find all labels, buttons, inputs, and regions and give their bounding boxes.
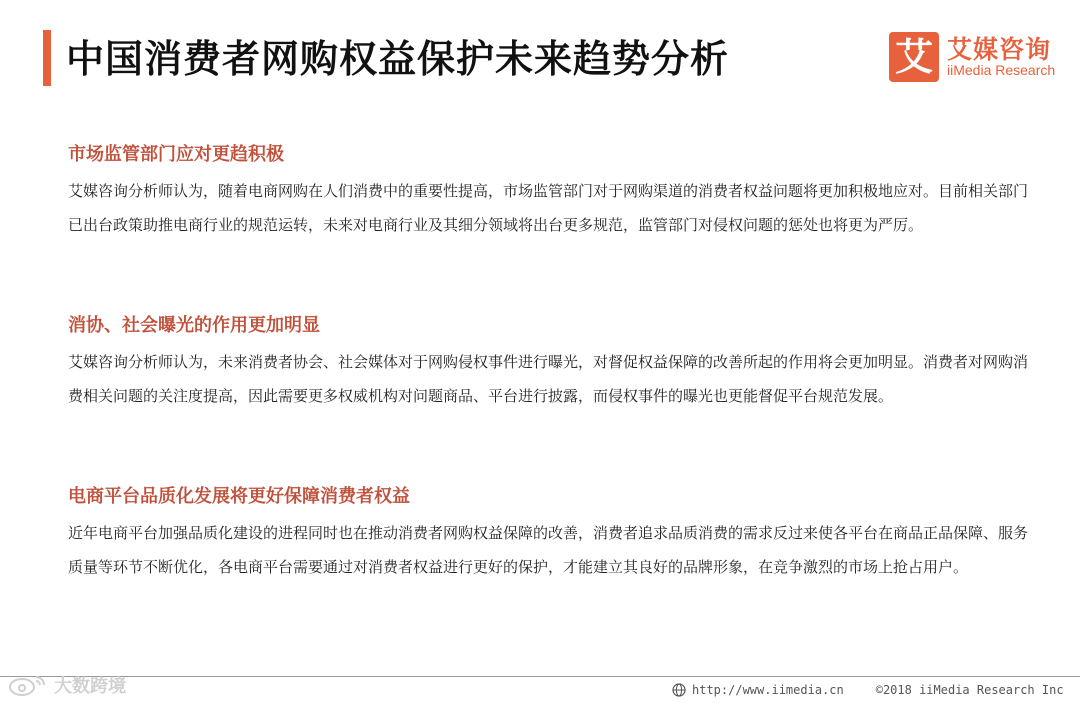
- page-title: 中国消费者网购权益保护未来趋势分析: [66, 37, 730, 81]
- section-body: 艾媒咨询分析师认为，随着电商网购在人们消费中的重要性提高，市场监管部门对于网购渠道的消费者权益问题将更加积极地应对。目前相关部门已出台政策助推电商行业的规范运转，未来对电商行业及其细分领域将出台更多规范，监管部门对侵权问题的惩处也将更为严厉。: [68, 182, 1029, 234]
- watermark-text: 大数跨境: [54, 676, 126, 697]
- footer-copyright: ©2018 iiMedia Research Inc: [875, 683, 1064, 697]
- weibo-icon: [8, 673, 48, 697]
- logo-name-cn: 艾媒咨询: [947, 35, 1052, 64]
- section-market-regulation: [68, 142, 1028, 242]
- footer-url[interactable]: http://www.iimedia.cn: [692, 683, 844, 697]
- logo-name-en: iiMedia Research: [947, 62, 1056, 78]
- watermark: [8, 671, 126, 699]
- footer-divider: [0, 676, 1080, 677]
- logo-mark-icon: 艾: [889, 32, 939, 82]
- footer: [672, 681, 1064, 699]
- brand-logo: [889, 30, 1064, 86]
- section-consumer-association: [68, 313, 1028, 413]
- section-body: 近年电商平台加强品质化建设的进程同时也在推动消费者网购权益保障的改善，消费者追求品质消费的需求反过来使各平台在商品正品保障、服务质量等环节不断优化，各电商平台需要通过对消费者权益进行更好的保护，才能建立其良好的品牌形象，在竞争激烈的市场上抢占用户。: [68, 524, 1029, 576]
- globe-icon: [672, 683, 686, 697]
- section-platform-quality: [68, 484, 1028, 584]
- section-body: 艾媒咨询分析师认为，未来消费者协会、社会媒体对于网购侵权事件进行曝光，对督促权益保障的改善所起的作用将会更加明显。消费者对网购消费相关问题的关注度提高，因此需要更多权威机构对问题商品、平台进行披露，而侵权事件的曝光也更能督促平台规范发展。: [68, 353, 1029, 405]
- title-accent-bar: [43, 30, 51, 86]
- section-heading: 电商平台品质化发展将更好保障消费者权益: [68, 486, 410, 507]
- section-heading: 消协、社会曝光的作用更加明显: [68, 315, 320, 336]
- section-heading: 市场监管部门应对更趋积极: [68, 144, 284, 165]
